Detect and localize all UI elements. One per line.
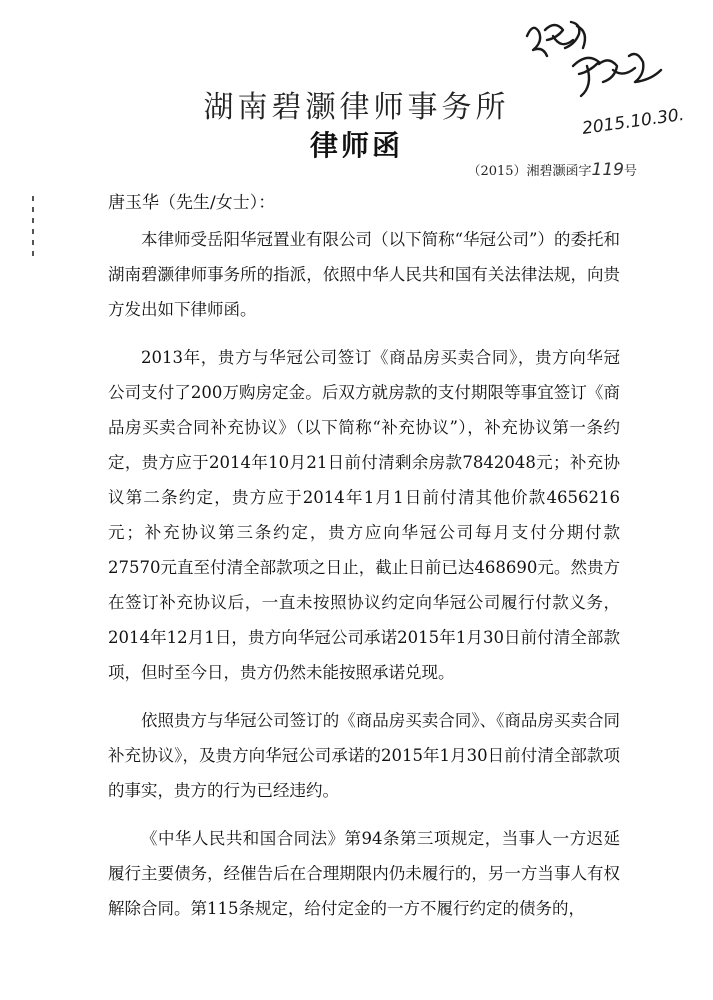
- handwritten-date: 2015.10.30.: [580, 104, 686, 139]
- binding-marks: [30, 190, 36, 250]
- paragraph-1: 本律师受岳阳华冠置业有限公司（以下简称“华冠公司”）的委托和湖南碧灏律师事务所的指派，依照中华人民共和国有关法律法规，向贵方发出如下律师函。: [108, 230, 620, 319]
- paragraph-3: 依照贵方与华冠公司签订的《商品房买卖合同》、《商品房买卖合同补充协议》，及贵方向华冠公司承诺的2015年1月30日前付清全部款项的事实，贵方的行为已经违约。: [108, 711, 620, 800]
- document-number-handwritten: 119: [591, 160, 624, 180]
- paragraph-4: 《中华人民共和国合同法》第94条第三项规定，当事人一方迟延履行主要债务，经催告后在合理期限内仍未履行的，另一方当事人有权解除合同。第115条规定，给付定金的一方不履行约定的债务的，: [108, 829, 620, 918]
- document-number: [467, 160, 637, 180]
- paragraph-2: 2013年，贵方与华冠公司签订《商品房买卖合同》，贵方向华冠公司支付了200万购房定金。后双方就房款的支付期限等事宜签订《商品房买卖合同补充协议》（以下简称“补充协议”），补充协议第一条约定，贵方应于2014年10月21日前付清剩余房款7842048元；补充协议第二条约定，贵方应于2014年1月1日前付清其他价款4656216元；补充协议第三条约定，贵方应向华冠公司每月支付分期付款27570元直至付清全部款项之日止，截止日前已达468690元。然贵方在签订补充协议后，一直未按照协议约定向华冠公司履行付款义务，2014年12月1日，贵方向华冠公司承诺2015年1月30日前付清全部款项，但时至今日，贵方仍然未能按照承诺兑现。: [108, 348, 620, 682]
- salutation: 唐玉华（先生/女士）：: [108, 193, 276, 213]
- document-number-prefix: （2015）湘碧灏函字: [467, 164, 592, 179]
- firm-name: 湖南碧灏律师事务所: [203, 90, 510, 125]
- document-title: 律师函: [309, 129, 403, 162]
- letter-body: [108, 222, 620, 939]
- document-number-suffix: 号: [623, 164, 637, 179]
